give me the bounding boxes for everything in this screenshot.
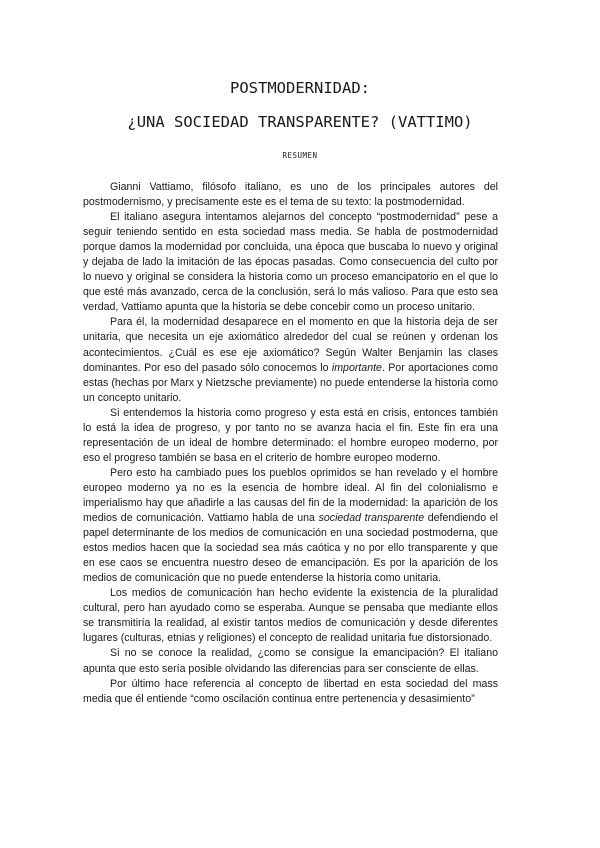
title-line-2: ¿UNA SOCIEDAD TRANSPARENTE? (VATTIMO) — [127, 113, 473, 131]
subtitle: RESUMEN — [282, 151, 318, 160]
paragraph-5 — [83, 466, 498, 586]
paragraph-2: El italiano asegura intentamos alejarnos del concepto “postmodernidad” pese a seguir teniendo sentido en esta sociedad mass media. Se habla de postmodernidad porque damos la modernidad por concluida, una época que buscaba lo nuevo y original y dejaba de lado la imitación de las épocas pasadas. Como consecuencia del culto por lo nuevo y original se considera la historia como un proceso emancipatorio en el que lo que esté más avanzado, cerca de la conclusión, será lo más valioso. Para que esto sea verdad, Vattiamo apunta que la historia se debe concebir como un proceso unitario. — [83, 211, 498, 314]
paragraph-1: Gianni Vattiamo, filósofo italiano, es uno de los principales autores del postmodernismo, y precisamente este es el tema de su texto: la postmodernidad. — [83, 181, 498, 209]
paragraph-3-italic: importante — [331, 361, 382, 374]
paragraph-4: Si entendemos la historia como progreso y esta está en crisis, entonces también lo está la idea de progreso, y por tanto no se avanza hacia el fin. Este fin era una representación de un ideal de hombre determinado: el hombre europeo moderno, por eso el progreso también se basa en el criterio de hombre europeo moderno. — [83, 406, 498, 464]
paragraph-3-text-b: . Por aportaciones como estas (hechas por Marx y Nietzsche previamente) no puede entenderse la historia como un concepto unitario. — [83, 361, 498, 404]
paragraph-6: Los medios de comunicación han hecho evidente la existencia de la pluralidad cultural, pero han ayudado como se esperaba. Aunque se pensaba que mediante ellos se transmitiría la realidad, al existir tantos medios de comunicación y desde diferentes lugares (culturas, etnias y religiones) el concepto de realidad unitaria fue distorsionado. — [83, 587, 498, 645]
paragraph-3-text-a: Para él, la modernidad desaparece en el momento en que la historia deja de ser unitaria, que necesita un eje axiomático alrededor del cual se reúnen y ordenan los acontecimientos. ¿Cuál es ese eje axiomático? Según Walter Benjamin las clases dominantes. Por eso del pasado sólo conocemos lo — [83, 316, 498, 374]
paragraph-3 — [83, 315, 498, 405]
title-line-1: POSTMODERNIDAD: — [230, 79, 370, 97]
body-text — [83, 180, 498, 707]
paragraph-5-text-a: Pero esto ha cambiado pues los pueblos oprimidos se han revelado y el hombre europeo moderno ya no es la esencia de hombre ideal. Al fin del colonialismo e imperialismo hay que añadirle a las causas del fin de la modernidad: la aparición de los medios de comunicación. Vattiamo habla de una — [83, 466, 498, 525]
paragraph-7: Si no se conoce la realidad, ¿como se consigue la emancipación? El italiano apunta que esto sería posible olvidando las diferencias para ser consciente de ellas. — [83, 647, 498, 675]
paragraph-5-italic: sociedad transparente — [318, 512, 425, 525]
paragraph-5-text-b: defendiendo el papel determinante de los medios de comunicación en una sociedad postmoderna, que estos medios hacen que la sociedad sea más caótica y no por ello transparente y que en ese caos se encuentra nuestro deseo de emancipación. Es por la aparición de los medios de comunicación que no puede entenderse la historia como unitaria. — [83, 512, 498, 585]
paragraph-8: Por último hace referencia al concepto de libertad en esta sociedad del mass media que él entiende “como oscilación continua entre pertenencia y desasimiento” — [83, 677, 498, 705]
